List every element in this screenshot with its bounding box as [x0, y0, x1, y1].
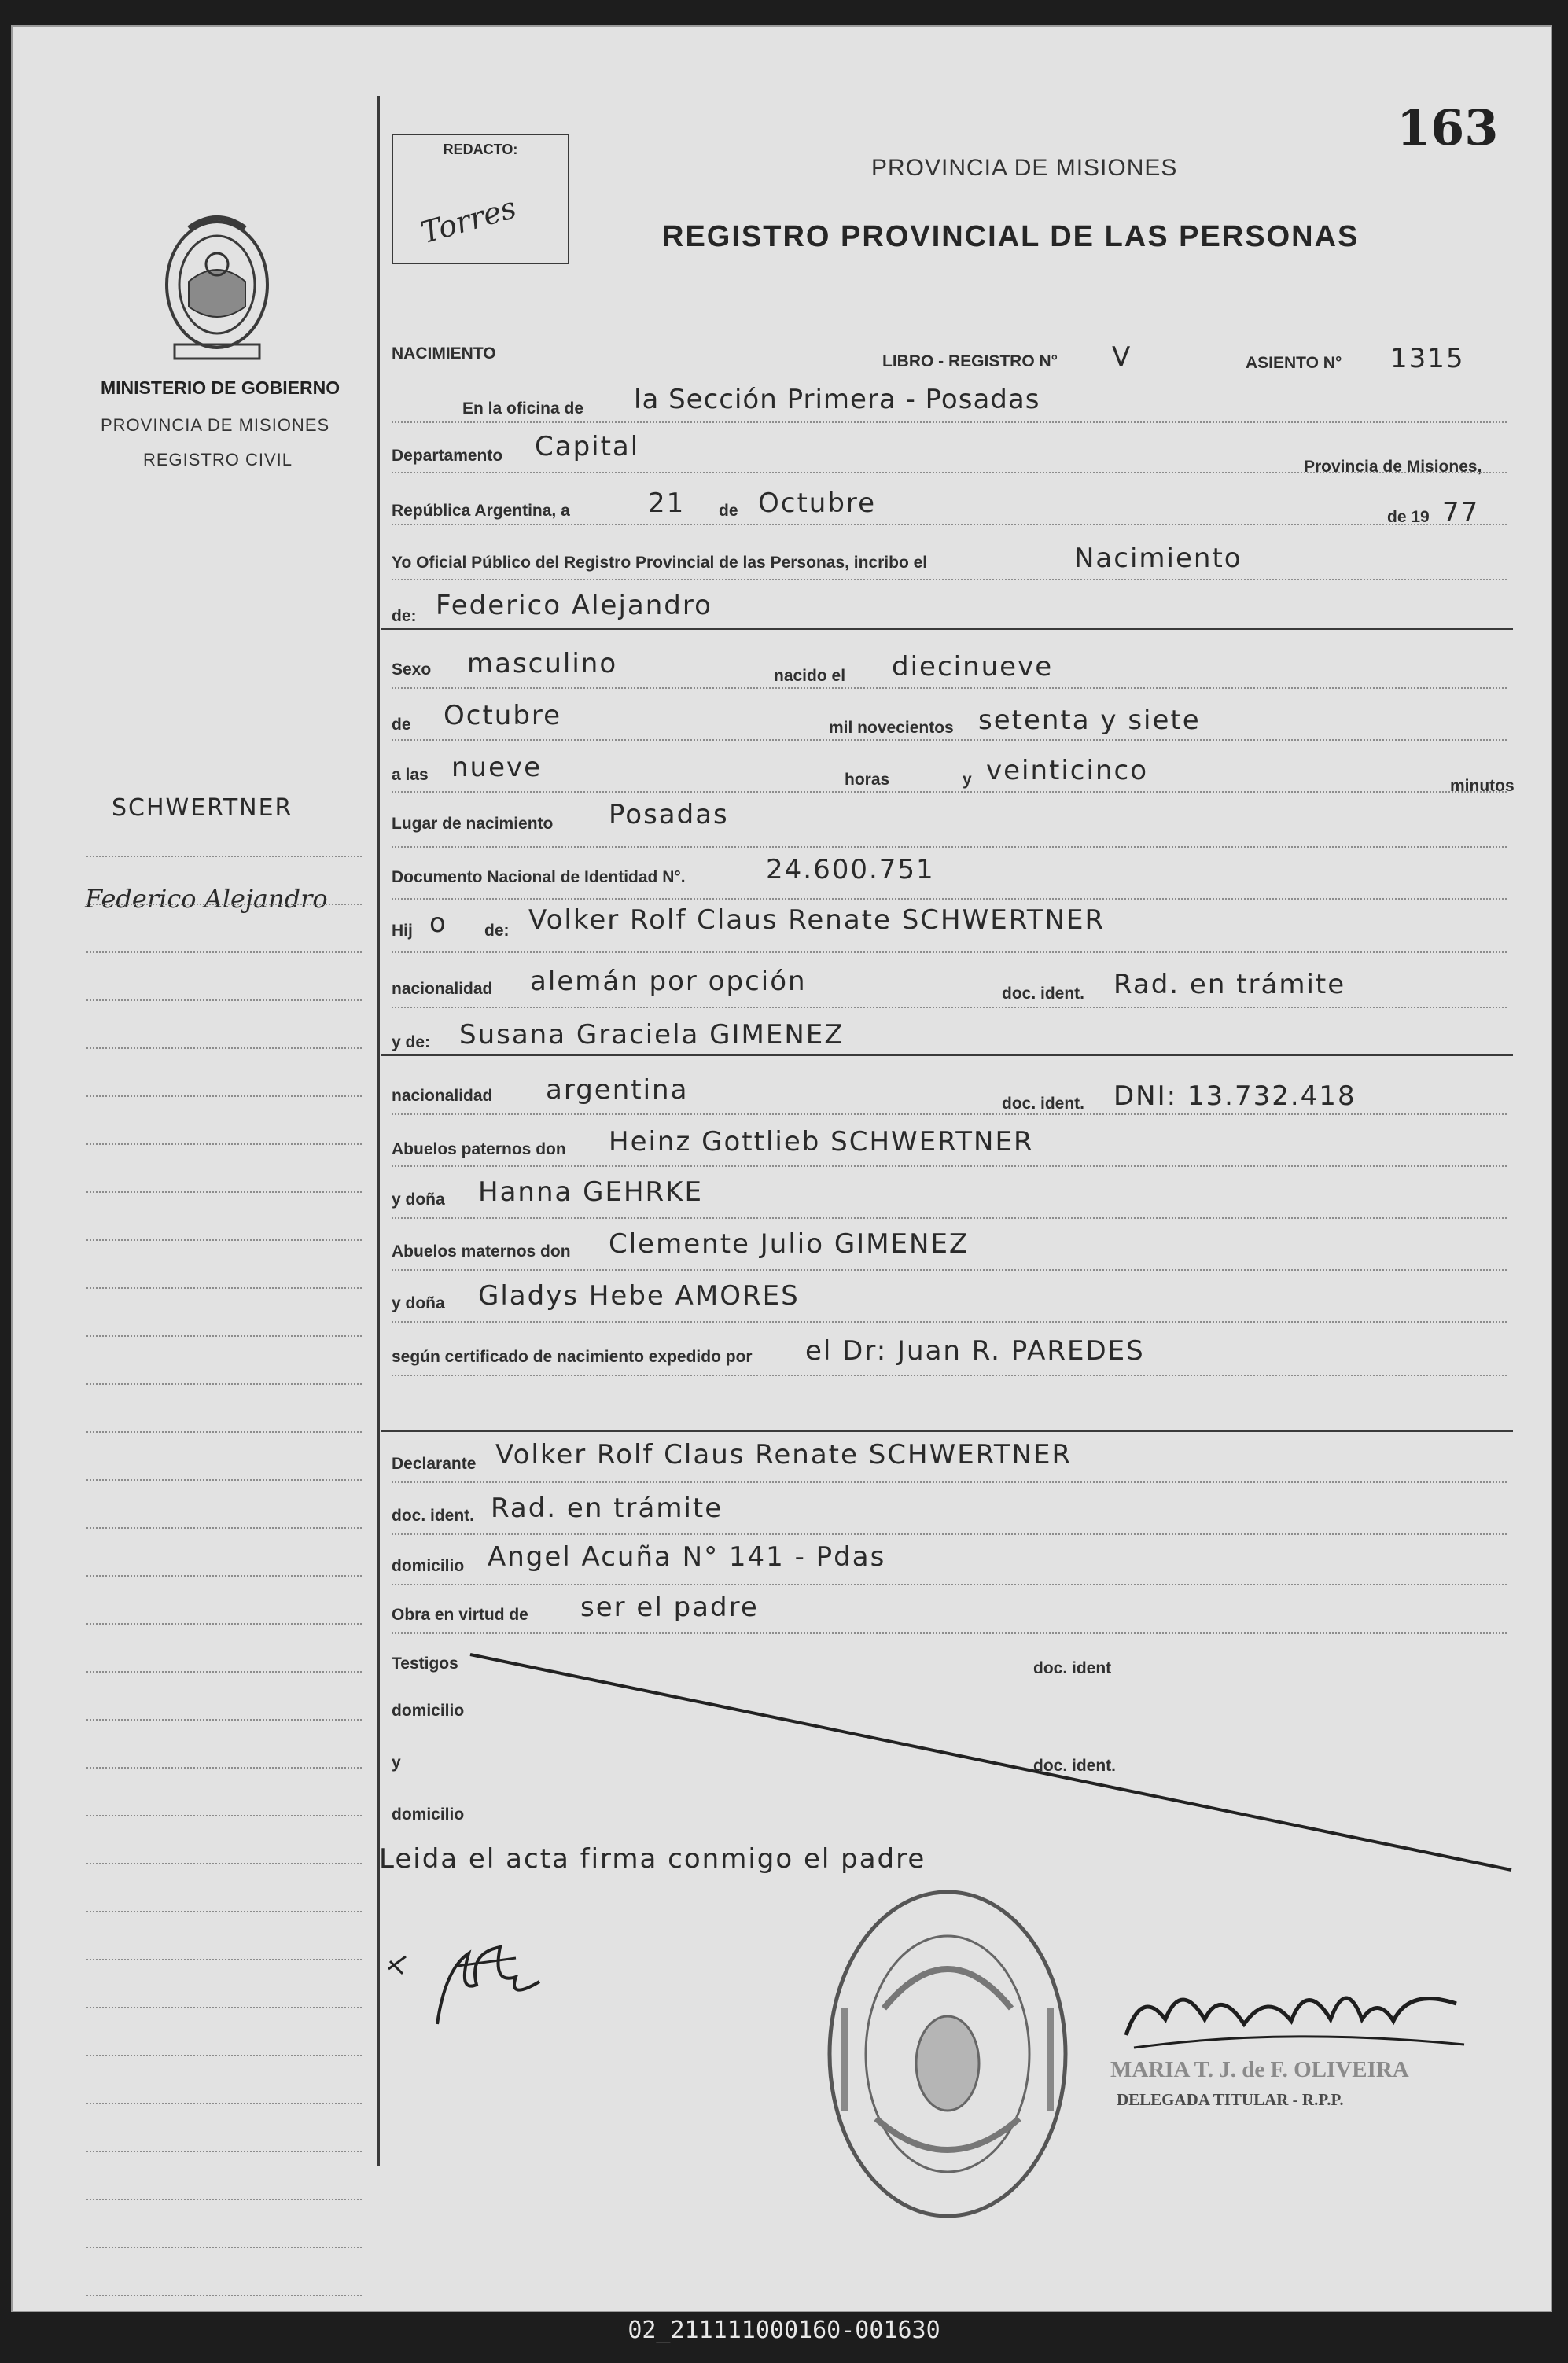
record-ruled-line: [392, 421, 1507, 423]
left-province-label: PROVINCIA DE MISIONES: [101, 415, 330, 435]
official-signature: [1110, 1972, 1472, 2059]
margin-ruled-line: [86, 2103, 362, 2104]
record-ruled-line: [392, 1375, 1507, 1376]
margin-ruled-line: [86, 2151, 362, 2152]
record-ruled-line: [392, 1165, 1507, 1167]
record-ruled-line: [392, 1632, 1507, 1634]
fecha-mes: Octubre: [758, 488, 877, 519]
nacido-mes: Octubre: [444, 700, 562, 731]
testigos-label: Testigos: [392, 1654, 458, 1673]
y-dona-materna-label: y doña: [392, 1294, 445, 1312]
lugar-value: Posadas: [609, 799, 729, 830]
oficina-label: En la oficina de: [462, 399, 584, 418]
madre-doc: DNI: 13.732.418: [1113, 1080, 1356, 1112]
margin-ruled-line: [86, 1047, 362, 1049]
margin-ruled-line: [86, 1575, 362, 1577]
nacionalidad-padre-label: nacionalidad: [392, 980, 493, 998]
margin-ruled-line: [86, 1287, 362, 1289]
redacto-box: [392, 134, 569, 264]
certificado-value: el Dr: Juan R. PAREDES: [805, 1335, 1145, 1367]
testigos-doc-label: doc. ident: [1033, 1659, 1112, 1677]
declarante-value: Volker Rolf Claus Renate SCHWERTNER: [495, 1439, 1073, 1470]
testigo-domicilio-label: domicilio: [392, 1702, 465, 1720]
margin-ruled-line: [86, 1719, 362, 1721]
de-label: de: [719, 502, 738, 520]
padre-nacionalidad: alemán por opción: [530, 966, 807, 997]
record-ruled-line: [392, 846, 1507, 848]
hijo-de-label: de:: [484, 922, 510, 940]
declarant-signature: [382, 1938, 555, 2032]
domicilio-value: Angel Acuña N° 141 - Pdas: [488, 1541, 886, 1573]
hijo-label: Hij: [392, 922, 413, 940]
page-number: 163: [1397, 99, 1499, 156]
obra-label: Obra en virtud de: [392, 1606, 528, 1624]
declarante-label: Declarante: [392, 1455, 477, 1473]
official-name: MARIA T. J. de F. OLIVEIRA: [1110, 2057, 1409, 2082]
fecha-dia: 21: [648, 488, 686, 519]
margin-ruled-line: [86, 2247, 362, 2248]
record-ruled-line: [392, 951, 1507, 953]
madre: Susana Graciela GIMENEZ: [459, 1019, 845, 1051]
coat-of-arms-emblem: [157, 212, 277, 366]
record-ruled-line: [392, 579, 1507, 580]
oficial-text: Yo Oficial Público del Registro Provincial de las Personas, incribo el: [392, 554, 928, 572]
declarante-doc: Rad. en trámite: [491, 1493, 723, 1524]
de-anio-label: de 19: [1387, 508, 1430, 526]
libro-value: V: [1112, 341, 1132, 373]
minutos-value: veinticinco: [986, 755, 1148, 786]
margin-ruled-line: [86, 856, 362, 857]
testigo-2-doc-label: doc. ident.: [1033, 1757, 1116, 1775]
margin-given-names: Federico Alejandro: [85, 884, 328, 914]
official-title: DELEGADA TITULAR - R.P.P.: [1117, 2090, 1344, 2109]
minutos-label: minutos: [1450, 777, 1515, 795]
record-ruled-line: [392, 1584, 1507, 1585]
margin-ruled-line: [86, 1527, 362, 1529]
abuela-paterna: Hanna GEHRKE: [478, 1176, 703, 1208]
abuela-materna: Gladys Hebe AMORES: [478, 1280, 800, 1312]
margin-ruled-line: [86, 1431, 362, 1433]
scan-identifier: 02_211111000160-001630: [0, 2312, 1568, 2363]
header-province: PROVINCIA DE MISIONES: [871, 155, 1178, 181]
hijo-suffix: o: [429, 907, 447, 939]
abuelos-paternos-label: Abuelos paternos don: [392, 1140, 566, 1158]
hora-value: nueve: [451, 752, 543, 783]
left-registry-label: REGISTRO CIVIL: [143, 450, 293, 469]
margin-ruled-line: [86, 1239, 362, 1241]
departamento-value: Capital: [535, 431, 640, 462]
margin-ruled-line: [86, 1143, 362, 1145]
leida-text: Leida el acta firma conmigo el padre: [379, 1843, 926, 1875]
margin-ruled-line: [86, 1383, 362, 1385]
y-label: y: [963, 771, 972, 789]
mil-label: mil novecientos: [829, 719, 954, 737]
declarante-doc-label: doc. ident.: [392, 1507, 474, 1525]
margin-ruled-line: [86, 1095, 362, 1097]
obra-value: ser el padre: [580, 1592, 759, 1623]
section-divider: [381, 1430, 1513, 1432]
margin-ruled-line: [86, 1671, 362, 1673]
asiento-label: ASIENTO N°: [1246, 354, 1342, 372]
provincia-suffix: Provincia de Misiones,: [1304, 458, 1482, 476]
padre-doc-label: doc. ident.: [1002, 985, 1084, 1003]
sexo-label: Sexo: [392, 661, 432, 679]
de-colon-label: de:: [392, 607, 417, 625]
redacto-label: REDACTO:: [443, 142, 518, 157]
margin-ruled-line: [86, 1863, 362, 1864]
margin-ruled-line: [86, 1815, 362, 1816]
record-ruled-line: [392, 1007, 1507, 1008]
record-title: NACIMIENTO: [392, 344, 496, 363]
nacionalidad-madre-label: nacionalidad: [392, 1087, 493, 1105]
margin-surname: SCHWERTNER: [112, 794, 293, 822]
fecha-anio: 77: [1442, 497, 1480, 528]
margin-ruled-line: [86, 1623, 362, 1625]
section-divider: [381, 1054, 1513, 1056]
record-ruled-line: [392, 1217, 1507, 1219]
margin-ruled-line: [86, 1479, 362, 1481]
margin-ruled-line: [86, 2295, 362, 2296]
margin-ruled-line: [86, 2007, 362, 2008]
de-mes-label: de: [392, 716, 411, 734]
record-ruled-line: [392, 739, 1507, 741]
record-ruled-line: [392, 898, 1507, 900]
madre-doc-label: doc. ident.: [1002, 1095, 1084, 1113]
margin-ruled-line: [86, 1911, 362, 1912]
redacto-value: Torres: [417, 190, 521, 251]
padre: Volker Rolf Claus Renate SCHWERTNER: [528, 904, 1106, 936]
strike-line: [469, 1653, 1515, 1873]
record-ruled-line: [392, 1113, 1507, 1115]
section-divider: [381, 628, 1513, 630]
abuelos-maternos-label: Abuelos maternos don: [392, 1242, 571, 1261]
certificado-label: según certificado de nacimiento expedido por: [392, 1348, 753, 1366]
margin-ruled-line: [86, 904, 362, 905]
header-registry: REGISTRO PROVINCIAL DE LAS PERSONAS: [662, 220, 1360, 253]
a-las-label: a las: [392, 766, 429, 784]
abuelo-paterno: Heinz Gottlieb SCHWERTNER: [609, 1126, 1034, 1158]
departamento-label: Departamento: [392, 447, 503, 465]
dni-label: Documento Nacional de Identidad N°.: [392, 868, 686, 886]
record-ruled-line: [392, 1533, 1507, 1535]
document-page: [11, 25, 1552, 2313]
testigo-y-label: y: [392, 1754, 401, 1772]
y-dona-paterna-label: y doña: [392, 1191, 445, 1209]
margin-ruled-line: [86, 2055, 362, 2056]
madre-nacionalidad: argentina: [546, 1074, 689, 1106]
record-ruled-line: [392, 1481, 1507, 1483]
domicilio-label: domicilio: [392, 1557, 465, 1575]
margin-ruled-line: [86, 1767, 362, 1769]
testigo-2-domicilio-label: domicilio: [392, 1805, 465, 1824]
dni-value: 24.600.751: [766, 854, 935, 885]
abuelo-materno: Clemente Julio GIMENEZ: [609, 1228, 970, 1260]
nacido-anio: setenta y siete: [978, 705, 1201, 736]
lugar-label: Lugar de nacimiento: [392, 815, 554, 833]
oficial-value: Nacimiento: [1074, 543, 1242, 574]
record-ruled-line: [392, 791, 1507, 793]
nacido-dia: diecinueve: [892, 651, 1054, 683]
oficina-value: la Sección Primera - Posadas: [634, 384, 1040, 415]
record-ruled-line: [392, 472, 1507, 473]
y-de-label: y de:: [392, 1033, 431, 1051]
padre-doc: Rad. en trámite: [1113, 969, 1346, 1000]
margin-ruled-line: [86, 951, 362, 953]
record-ruled-line: [392, 1321, 1507, 1323]
horas-label: horas: [845, 771, 890, 789]
registry-seal-stamp: [821, 1883, 1074, 2225]
margin-ruled-line: [86, 999, 362, 1001]
margin-ruled-line: [86, 1335, 362, 1337]
ministry-label: MINISTERIO DE GOBIERNO: [101, 377, 340, 398]
margin-ruled-line: [86, 1191, 362, 1193]
margin-ruled-line: [86, 1959, 362, 1960]
margin-ruled-line: [86, 2199, 362, 2200]
republica-label: República Argentina, a: [392, 502, 570, 520]
record-ruled-line: [392, 687, 1507, 689]
nombre: Federico Alejandro: [436, 590, 712, 621]
sexo-value: masculino: [467, 648, 618, 679]
record-ruled-line: [392, 1269, 1507, 1271]
libro-label: LIBRO - REGISTRO N°: [882, 352, 1058, 370]
nacido-label: nacido el: [774, 667, 846, 685]
asiento-value: 1315: [1390, 343, 1465, 374]
record-ruled-line: [392, 524, 1507, 525]
